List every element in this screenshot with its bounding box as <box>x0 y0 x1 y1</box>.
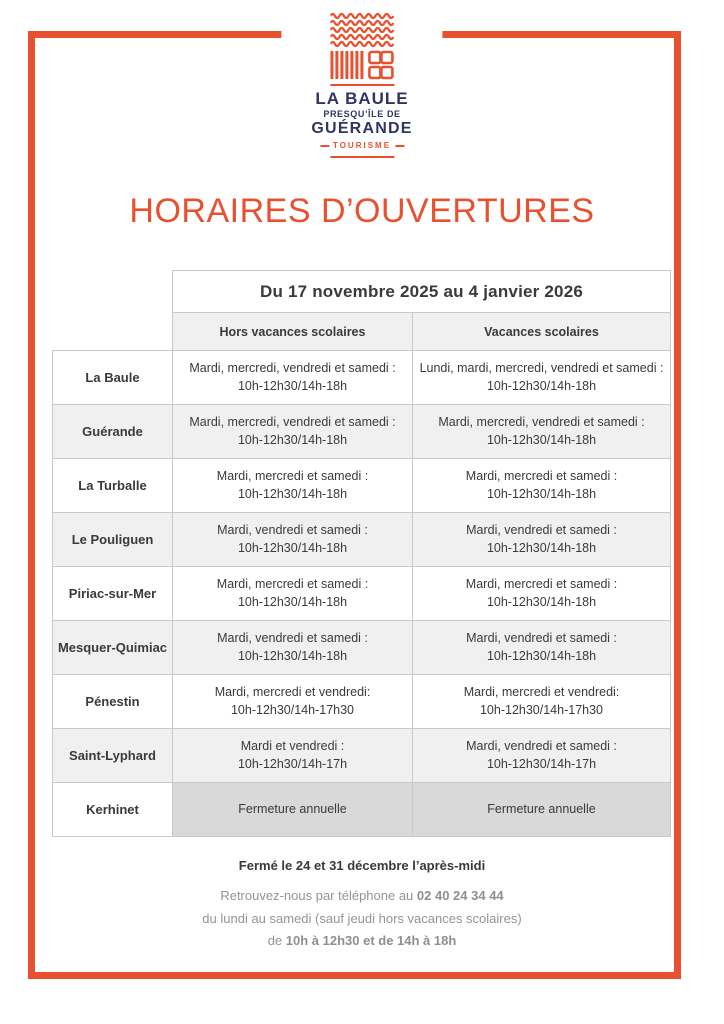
logo-name-line2: PRESQU’ÎLE DE <box>323 108 401 119</box>
phone-prefix: Retrouvez-nous par téléphone au <box>220 888 417 903</box>
hours-text: 10h-12h30/14h-18h <box>237 432 348 447</box>
hours-text: 10h-12h30/14h-17h30 <box>479 702 604 717</box>
days-text: Mardi, mercredi et samedi : <box>216 469 369 483</box>
hours-line <box>0 932 724 950</box>
schedule-line: du lundi au samedi (sauf jeudi hors vacances scolaires) <box>202 910 522 926</box>
town-name-cell: Kerhinet <box>53 783 173 837</box>
blank-corner-cell <box>53 271 173 313</box>
town-name-cell: Saint-Lyphard <box>53 729 173 783</box>
table-row <box>53 729 671 783</box>
hors-vacances-cell <box>173 351 413 405</box>
town-name-cell: Le Pouliguen <box>53 513 173 567</box>
footer <box>0 858 724 955</box>
phone-line <box>0 887 724 905</box>
days-text: Mardi, vendredi et samedi : <box>466 631 617 645</box>
hours-text: 10h-12h30/14h-18h <box>486 486 597 501</box>
hours-text: 10h-12h30/14h-18h <box>237 648 348 663</box>
vacances-cell <box>413 351 671 405</box>
town-name-cell: La Baule <box>53 351 173 405</box>
hours-text: 10h-12h30/14h-18h <box>237 486 348 501</box>
hors-vacances-cell <box>173 675 413 729</box>
column-header-hors-vacances: Hors vacances scolaires <box>173 313 413 351</box>
hors-vacances-cell <box>173 459 413 513</box>
days-text: Mardi, vendredi et samedi : <box>217 631 368 645</box>
hours-text: 10h-12h30/14h-17h <box>237 756 348 771</box>
days-text: Mardi et vendredi : <box>240 739 345 753</box>
days-text: Lundi, mardi, mercredi, vendredi et samedi : <box>419 361 664 375</box>
hors-vacances-cell <box>173 729 413 783</box>
period-header-row <box>53 271 671 313</box>
vacances-cell <box>413 405 671 459</box>
hours-text: 10h-12h30/14h-18h <box>486 648 597 663</box>
table-row <box>53 405 671 459</box>
hours-text: 10h-12h30/14h-18h <box>237 378 348 393</box>
hours-text: 10h-12h30/14h-18h <box>486 378 597 393</box>
hors-vacances-cell <box>173 405 413 459</box>
tagline-left-dash <box>320 145 329 147</box>
hours-text: 10h-12h30/14h-17h <box>486 756 597 771</box>
days-text: Mardi, vendredi et samedi : <box>466 523 617 537</box>
town-name-cell: Mesquer-Quimiac <box>53 621 173 675</box>
days-text: Fermeture annuelle <box>487 801 596 816</box>
days-text: Mardi, mercredi, vendredi et samedi : <box>189 415 396 429</box>
vacances-cell <box>413 783 671 837</box>
hors-vacances-cell <box>173 513 413 567</box>
hours-bold: 10h à 12h30 et de 14h à 18h <box>285 933 457 949</box>
opening-hours-table <box>52 270 671 837</box>
vacances-cell <box>413 729 671 783</box>
table-row <box>53 567 671 621</box>
table-row <box>53 459 671 513</box>
days-text: Mardi, mercredi et samedi : <box>465 469 618 483</box>
period-header: Du 17 novembre 2025 au 4 janvier 2026 <box>173 271 671 313</box>
logo-name-line1: LA BAULE <box>315 89 409 108</box>
days-text: Mardi, mercredi et samedi : <box>216 577 369 591</box>
table-row <box>53 783 671 837</box>
logo <box>281 12 442 166</box>
blank-corner-cell <box>53 313 173 351</box>
table-row <box>53 621 671 675</box>
logo-divider-top <box>330 84 394 86</box>
hors-vacances-cell <box>173 621 413 675</box>
table-row <box>53 675 671 729</box>
town-name-cell: Pénestin <box>53 675 173 729</box>
days-text: Mardi, vendredi et samedi : <box>217 523 368 537</box>
hours-prefix: de <box>267 933 286 949</box>
tagline-text: TOURISME <box>332 141 392 151</box>
vacances-cell <box>413 459 671 513</box>
vacances-cell <box>413 567 671 621</box>
phone-number: 02 40 24 34 44 <box>416 888 504 903</box>
table-row <box>53 513 671 567</box>
days-text: Mardi, mercredi et samedi : <box>465 577 618 591</box>
vacances-cell <box>413 675 671 729</box>
days-text: Mardi, mercredi et vendredi: <box>214 685 371 699</box>
hours-table-body <box>53 351 671 837</box>
days-text: Mardi, mercredi, vendredi et samedi : <box>189 361 396 375</box>
vacances-cell <box>413 621 671 675</box>
logo-name-line3: GUÉRANDE <box>311 119 413 137</box>
tagline-right-dash <box>395 145 404 147</box>
column-header-row <box>53 313 671 351</box>
hours-text: 10h-12h30/14h-18h <box>486 540 597 555</box>
hors-vacances-cell <box>173 783 413 837</box>
hours-text: 10h-12h30/14h-18h <box>237 594 348 609</box>
logo-tagline <box>320 141 404 150</box>
days-text: Mardi, mercredi, vendredi et samedi : <box>438 415 645 429</box>
logo-divider-bottom <box>330 156 394 158</box>
days-text: Mardi, mercredi et vendredi: <box>463 685 620 699</box>
table-row <box>53 351 671 405</box>
town-name-cell: Piriac-sur-Mer <box>53 567 173 621</box>
days-text: Mardi, vendredi et samedi : <box>466 739 617 753</box>
waves-stripes-squares-logo-icon <box>330 12 394 80</box>
page-title: HORAIRES D’OUVERTURES <box>129 192 595 230</box>
closed-notice: Fermé le 24 et 31 décembre l’après-midi <box>238 858 486 873</box>
hours-text: 10h-12h30/14h-18h <box>486 594 597 609</box>
days-text: Fermeture annuelle <box>238 801 347 816</box>
town-name-cell: La Turballe <box>53 459 173 513</box>
hours-text: 10h-12h30/14h-18h <box>486 432 597 447</box>
hours-text: 10h-12h30/14h-18h <box>237 540 348 555</box>
vacances-cell <box>413 513 671 567</box>
hours-text: 10h-12h30/14h-17h30 <box>230 702 355 717</box>
hors-vacances-cell <box>173 567 413 621</box>
column-header-vacances: Vacances scolaires <box>413 313 671 351</box>
town-name-cell: Guérande <box>53 405 173 459</box>
